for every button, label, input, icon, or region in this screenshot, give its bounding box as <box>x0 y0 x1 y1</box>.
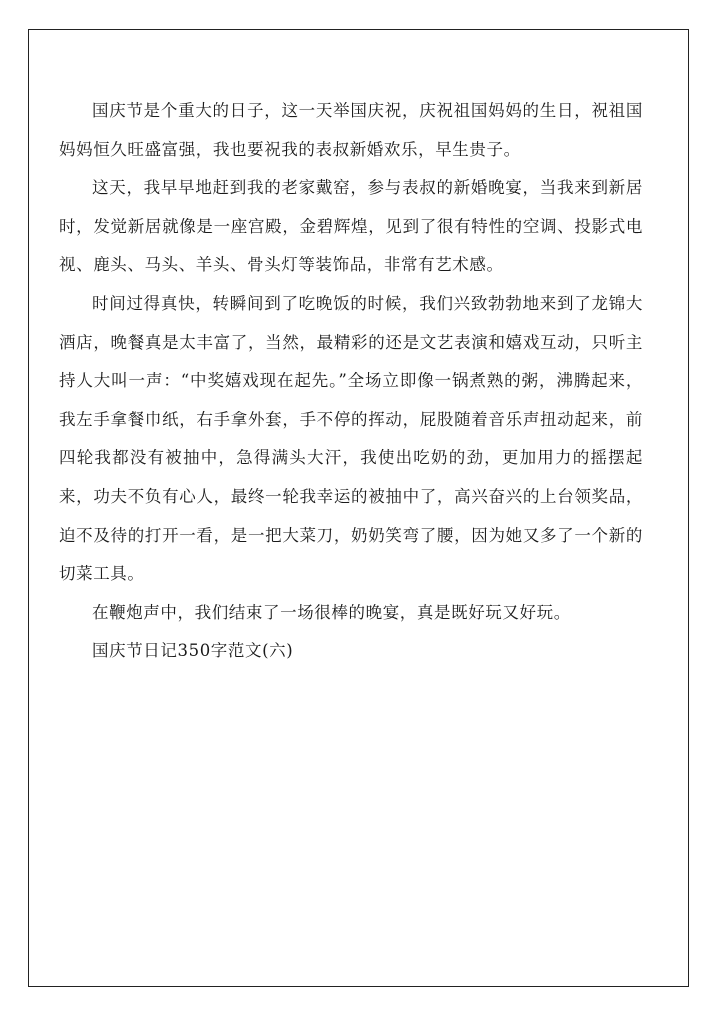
paragraph-1: 国庆节是个重大的日子，这一天举国庆祝，庆祝祖国妈妈的生日，祝祖国妈妈恒久旺盛富强，我也要祝我的表叔新婚欢乐，早生贵子。 <box>59 101 643 159</box>
paragraph-4: 在鞭炮声中，我们结束了一场很棒的晚宴，真是既好玩又好玩。 <box>92 602 571 622</box>
paragraph-2: 这天，我早早地赶到我的老家戴窑，参与表叔的新婚晚宴，当我来到新居时，发觉新居就像是一座宫殿，金碧辉煌，见到了很有特性的空调、投影式电视、鹿头、马头、羊头、骨头灯等装饰品，非常有艺术感。 <box>59 178 643 275</box>
section-heading: 国庆节日记350字范文(六) <box>92 641 294 661</box>
document-body <box>59 92 643 671</box>
paragraph-3: 时间过得真快，转瞬间到了吃晚饭的时候，我们兴致勃勃地来到了龙锦大酒店，晚餐真是太丰富了，当然，最精彩的还是文艺表演和嬉戏互动，只听主持人大叫一声：“中奖嬉戏现在起先。”全场立即像一锅煮熟的粥，沸腾起来，我左手拿餐巾纸，右手拿外套，手不停的挥动，屁股随着音乐声扭动起来，前四轮我都没有被抽中，急得满头大汗，我使出吃奶的劲，更加用力的摇摆起来，功夫不负有心人，最终一轮我幸运的被抽中了，高兴奋兴的上台领奖品，迫不及待的打开一看，是一把大菜刀，奶奶笑弯了腰，因为她又多了一个新的切菜工具。 <box>59 293 643 584</box>
